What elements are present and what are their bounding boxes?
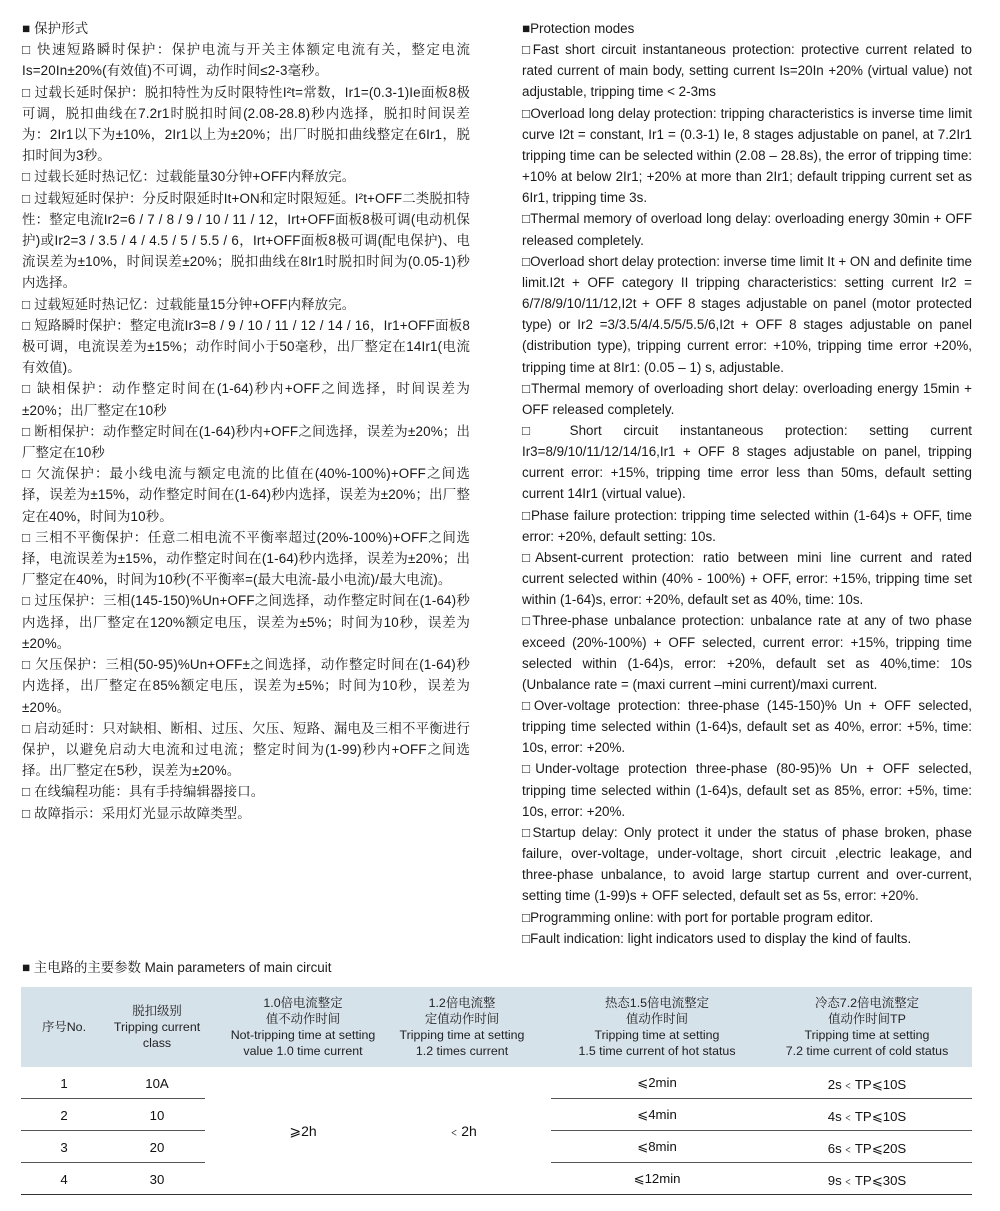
header-class-line: 脱扣级别	[132, 1004, 182, 1018]
english-column	[522, 18, 972, 949]
en-item-short-circuit-instant: □ Short circuit instantaneous protection: setting current Ir3=8/9/10/11/12/14/16,Ir1 + OFF 8 stages adjustable on panel, tripping current error: +15%, tripping time error less than 50ms, default setting current 14Ir1 (virtual value).	[522, 422, 972, 502]
table-bottom-rule	[21, 1194, 972, 1195]
row-2-cold-time: 4s﹤TP⩽10S	[827, 1108, 907, 1124]
row-divider	[21, 1098, 205, 1099]
cn-item-phase-failure: □ 缺相保护：动作整定时间在(1-64)秒内+OFF之间选择，时间误差为±20%；出厂整定在10秒	[22, 381, 470, 418]
header-1-0-time	[207, 987, 399, 1067]
row-3-cold-time: 6s﹤TP⩽20S	[827, 1140, 907, 1156]
header-no-label: 序号No.	[41, 1020, 87, 1034]
header-1-0-line: value 1.0 time current	[243, 1044, 363, 1058]
cn-item-long-delay-thermal-memory: □ 过载长延时热记忆：过载能量30分钟+OFF内释放完。	[22, 169, 356, 185]
header-7-2-line: 7.2 time current of cold status	[785, 1044, 949, 1058]
table-title: ■ 主电路的主要参数 Main parameters of main circuit	[22, 960, 332, 975]
header-no	[21, 987, 107, 1067]
row-4-hot-time: ⩽12min	[633, 1171, 681, 1186]
row-3-hot-time: ⩽8min	[637, 1139, 677, 1154]
header-1-5-line: 值动作时间	[626, 1012, 688, 1026]
row-1-hot-time: ⩽2min	[637, 1075, 677, 1090]
row-divider	[551, 1130, 972, 1131]
merged-tripping-time-1-2: ﹤2h	[447, 1123, 477, 1139]
row-divider	[21, 1130, 205, 1131]
header-7-2-line: 冷态7.2倍电流整定	[815, 996, 919, 1010]
header-1-2-line: Tripping time at setting	[399, 1028, 525, 1042]
header-1-0-line: 值不动作时间	[265, 1012, 341, 1026]
row-2-hot-time: ⩽4min	[637, 1107, 677, 1122]
row-1-cold-time: 2s﹤TP⩽10S	[827, 1076, 907, 1092]
cn-item-fast-short-circuit: □ 快速短路瞬时保护：保护电流与开关主体额定电流有关，整定电流Is=20In±20%(有效值)不可调，动作时间≤2-3毫秒。	[22, 42, 470, 79]
cn-item-over-voltage: □ 过压保护：三相(145-150)%Un+OFF之间选择，动作整定时间在(1-64)秒内选择，出厂整定在120%额定电压，误差为±5%；时间为10秒，误差为±20%。	[22, 593, 470, 651]
header-1-2-line: 定值动作时间	[424, 1012, 500, 1026]
en-item-under-voltage: □Under-voltage protection three-phase (80-95)% Un + OFF selected, tripping time selected within (1-64)s, default set as 85%, error: +5%, time: 10s, error: +20%.	[522, 761, 972, 819]
en-item-fast-short-circuit: □Fast short circuit instantaneous protection: protective current related to rated current of main body, setting current Is=20In +20% (virtual value) not adjustable, tripping time < 2-3ms	[522, 42, 972, 100]
en-item-three-phase-unbalance: □Three-phase unbalance protection: unbalance rate at any of two phase exceed (20%-100%) + OFF selected, current error: +15%, tripping time selected within (1-64)s, error: +20%, default set as 40%,time: 10s (Unbalance rate = (maxi current –mini current)/maxi current.	[522, 613, 972, 692]
row-3-class: 20	[149, 1139, 165, 1155]
row-4-no: 4	[60, 1171, 68, 1187]
header-class	[107, 987, 207, 1067]
cn-item-short-delay-thermal-memory: □ 过载短延时热记忆：过载能量15分钟+OFF内释放完。	[22, 296, 356, 312]
en-item-long-delay-thermal-memory: □Thermal memory of overload long delay: overloading energy 30min + OFF released completely.	[522, 211, 972, 248]
row-1-no: 1	[60, 1075, 68, 1091]
table-header	[21, 987, 972, 1067]
row-divider	[551, 1162, 972, 1163]
row-1-class: 10A	[145, 1075, 169, 1091]
cn-item-short-circuit-instant: □ 短路瞬时保护：整定电流Ir3=8 / 9 / 10 / 11 / 12 / 14 / 16，Ir1+OFF面板8极可调，电流误差为±15%；动作时间小于50毫秒，出厂整定在14Ir1(电流有效值)。	[22, 317, 470, 376]
header-1-2-line: 1.2 times current	[415, 1044, 509, 1058]
header-class-line: Tripping current	[113, 1020, 201, 1034]
en-item-phase-failure: □Phase failure protection: tripping time selected within (1-64)s + OFF, time error: +20%, default setting: 10s.	[522, 507, 972, 544]
en-item-overload-long-delay: □Overload long delay protection: tripping characteristics is inverse time limit curve I2t = constant, Ir1 = (0.3-1) Ie, 8 stages adjustable on panel, at 7.2Ir1 tripping time can be selected within (2.08 – 28.8s), the error of tripping time: +10% at below 2Ir1; +20% at more than 2Ir1; default tripping current set as 6Ir1, tripping time 3s.	[522, 105, 972, 206]
cn-section-heading: ■ 保护形式	[22, 21, 89, 36]
row-2-no: 2	[60, 1107, 68, 1123]
header-1-5-time	[552, 987, 762, 1067]
en-item-fault-indication: □Fault indication: light indicators used to display the kind of faults.	[522, 930, 912, 946]
cn-item-phase-broken: □ 断相保护：动作整定时间在(1-64)秒内+OFF之间选择，误差为±20%；出厂整定在10秒	[22, 423, 470, 461]
header-1-0-line: 1.0倍电流整定	[263, 996, 343, 1010]
header-7-2-time	[762, 987, 972, 1067]
header-1-5-line: 热态1.5倍电流整定	[605, 996, 709, 1010]
header-7-2-line: 值动作时间TP	[828, 1012, 906, 1026]
header-1-5-line: 1.5 time current of hot status	[578, 1044, 736, 1058]
row-4-class: 30	[149, 1171, 165, 1187]
cn-item-online-programming: □ 在线编程功能：具有手持编辑器接口。	[22, 784, 265, 800]
en-item-online-programming: □Programming online: with port for portable program editor.	[522, 909, 874, 925]
en-section-heading: ■Protection modes	[522, 21, 635, 36]
main-circuit-parameters-table	[21, 987, 972, 1197]
row-divider	[21, 1162, 205, 1163]
merged-not-tripping-time: ⩾2h	[289, 1122, 317, 1139]
chinese-column	[22, 18, 470, 824]
cn-item-overload-short-delay: □ 过载短延时保护：分反时限延时It+ON和定时限短延。I²t+OFF二类脱扣特性：整定电流Ir2=6 / 7 / 8 / 9 / 10 / 11 / 12，Irt+OFF面板8极可调(电动机保护)或Ir2=3 / 3.5 / 4 / 4.5 / 5 / 5.5 / 6，Irt+OFF面板8极可调(配电保护)、电流误差为±10%，时间误差±20%；脱扣曲线在8Ir1时脱扣时间为(0.05-1)秒内选择。	[22, 190, 470, 291]
header-7-2-line: Tripping time at setting	[804, 1028, 930, 1042]
cn-item-three-phase-unbalance: □ 三相不平衡保护：任意二相电流不平衡率超过(20%-100%)+OFF之间选择，电流误差为±15%，动作整定时间在(1-64)秒内选择，误差为±20%；出厂整定在40%，时间为10秒(不平衡率=(最大电流-最小电流)/最大电流)。	[22, 529, 470, 588]
en-item-short-delay-thermal-memory: □Thermal memory of overloading short delay: overloading energy 15min + OFF released completely.	[522, 380, 972, 417]
en-item-absent-current: □Absent-current protection: ratio between mini line current and rated current selected within (40% - 100%) + OFF, error: +15%, tripping time set within (1-64)s, error: +20%, default set as 40%, time: 10s.	[522, 549, 972, 608]
cn-item-under-voltage: □ 欠压保护：三相(50-95)%Un+OFF±之间选择，动作整定时间在(1-64)秒内选择，出厂整定在85%额定电压，误差为±5%；时间为10秒，误差为±20%。	[22, 657, 470, 715]
en-item-overload-short-delay: □Overload short delay protection: inverse time limit It + ON and definite time limit.I2t + OFF category II tripping characteristics: setting current Ir2 = 6/7/8/9/10/11/12,I2t + OFF 8 stages adjustable on panel (motor protected type) or Ir2 =3/3.5/4/4.5/5/5.5/6,I2t + OFF 8 stages adjustable on panel (distribution type), tripping current error: +10%, tripping time error +20%, tripping time at 8Ir1: (0.05 – 1) s, adjustable.	[522, 253, 972, 375]
header-1-2-line: 1.2倍电流整	[428, 996, 496, 1010]
header-class-line: class	[142, 1036, 172, 1050]
en-item-over-voltage: □Over-voltage protection: three-phase (145-150)% Un + OFF selected, tripping time selected within (1-64)s, default set as 40%, error: +5%, time: 10s, error: +20%.	[522, 698, 972, 756]
cn-item-under-current: □ 欠流保护：最小线电流与额定电流的比值在(40%-100%)+OFF之间选择，误差为±15%，动作整定时间在(1-64)秒内选择，误差为±20%；出厂整定在40%，时间为10秒。	[22, 466, 470, 524]
header-1-0-line: Not-tripping time at setting	[230, 1028, 376, 1042]
row-divider	[551, 1098, 972, 1099]
header-1-2-time	[391, 987, 533, 1067]
en-item-startup-delay: □Startup delay: Only protect it under the status of phase broken, phase failure, over-voltage, under-voltage, short circuit ,electric leakage, and three-phase unbalance, to avoid large startup current and over-current, setting time (1-99)s + OFF selected, default set as 5s, error: +20%.	[522, 824, 972, 904]
row-3-no: 3	[60, 1139, 68, 1155]
row-4-cold-time: 9s﹤TP⩽30S	[827, 1172, 907, 1188]
cn-item-fault-indication: □ 故障指示：采用灯光显示故障类型。	[22, 805, 251, 821]
row-2-class: 10	[149, 1107, 165, 1123]
cn-item-startup-delay: □ 启动延时：只对缺相、断相、过压、欠压、短路、漏电及三相不平衡进行保护，以避免启动大电流和过电流；整定时间为(1-99)秒内+OFF之间选择。出厂整定在5秒，误差为±20%。	[22, 720, 470, 779]
cn-item-overload-long-delay: □ 过载长延时保护：脱扣特性为反时限特性I²t=常数，Ir1=(0.3-1)Ie面板8极可调，脱扣曲线在7.2r1时脱扣时间(2.08-28.8)秒内选择，脱扣时间误差为：2Ir1以下为±10%，2Ir1以上为±20%；出厂时脱扣曲线整定在6Ir1，脱扣时间为3秒。	[22, 84, 470, 164]
header-1-5-line: Tripping time at setting	[594, 1028, 720, 1042]
